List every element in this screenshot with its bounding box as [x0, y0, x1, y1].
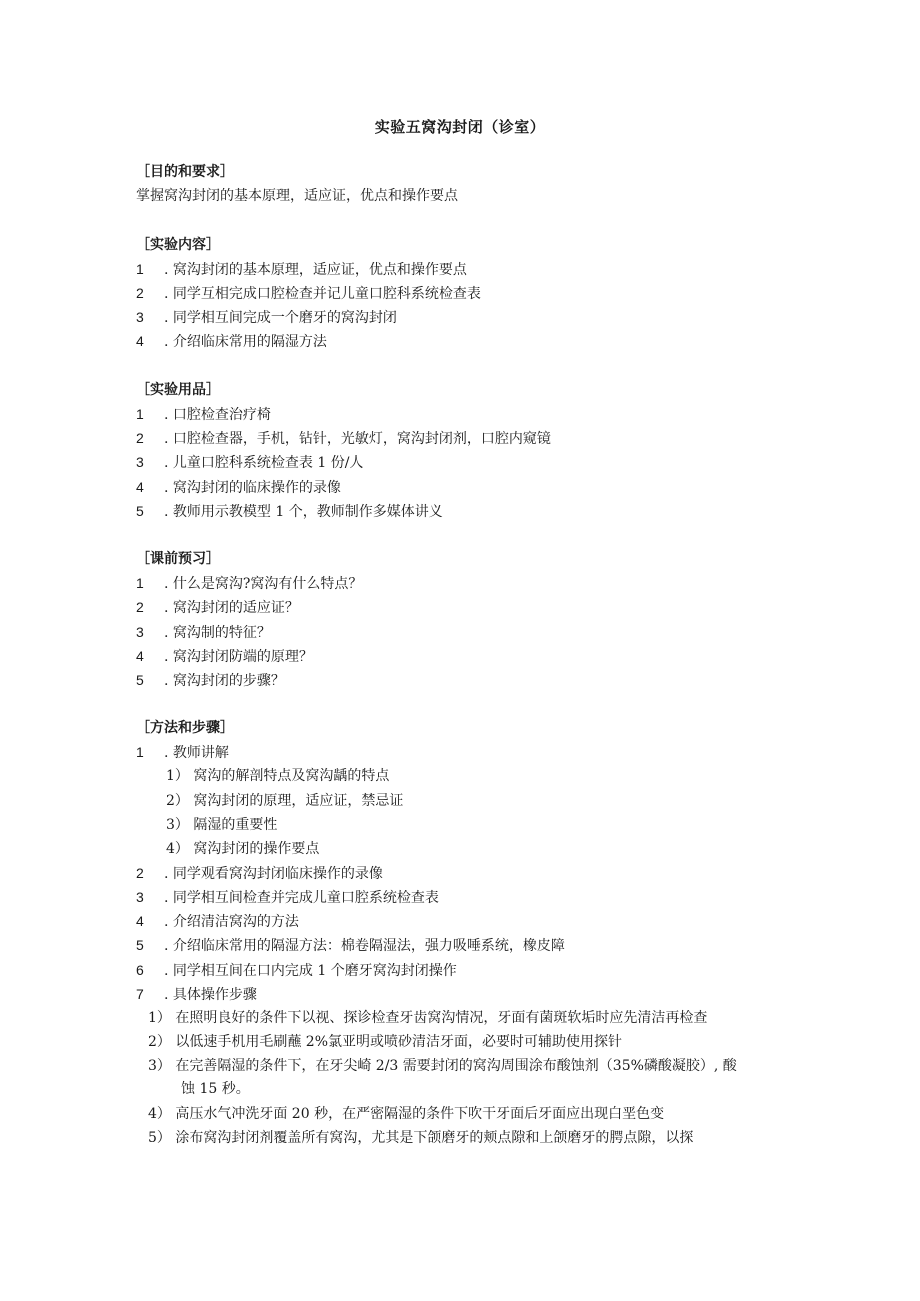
list-number: 7: [136, 986, 144, 1002]
list-text: . 具体操作步骤: [164, 987, 257, 1003]
sub-list-item: 4） 窝沟封闭的操作要点: [166, 841, 320, 857]
list-item: [136, 623, 271, 642]
list-item: [136, 598, 299, 617]
list-number: 2: [136, 599, 144, 615]
list-text: . 同学观看窝沟封闭临床操作的录像: [164, 866, 383, 882]
sub-list-item: 1） 窝沟的解剖特点及窝沟龋的特点: [166, 768, 390, 784]
sub-list-item: 3） 隔湿的重要性: [166, 817, 278, 833]
list-item: [136, 936, 565, 955]
list-text: . 同学相互间完成一个磨牙的窝沟封闭: [164, 310, 397, 326]
step-item: 2） 以低速手机用毛刷蘸 2%氯亚明或喷砂清洁牙面，必要时可辅助使用探针: [148, 1034, 623, 1050]
list-item: [136, 478, 341, 497]
list-item: [136, 671, 285, 690]
list-number: 1: [136, 406, 144, 422]
list-number: 4: [136, 333, 144, 349]
list-number: 4: [136, 479, 144, 495]
list-text: . 介绍临床常用的隔湿方法：棉卷隔湿法，强力吸唾系统，橡皮障: [164, 938, 565, 954]
page-title: 实验五窝沟封闭（诊室）: [374, 118, 546, 136]
list-text: . 介绍临床常用的隔湿方法: [164, 334, 327, 350]
list-item: [136, 985, 257, 1004]
section-heading-materials: ［实验用品］: [136, 382, 220, 398]
list-item: [136, 647, 313, 666]
list-number: 1: [136, 575, 144, 591]
list-item: [136, 574, 362, 593]
list-number: 3: [136, 624, 144, 640]
list-item: [136, 961, 457, 980]
step-continuation: 蚀 15 秒。: [181, 1081, 250, 1097]
list-text: . 教师用示教模型 1 个，教师制作多媒体讲义: [164, 504, 443, 520]
section-heading-content: ［实验内容］: [136, 237, 220, 253]
section-heading-objectives: ［目的和要求］: [136, 164, 234, 180]
list-text: . 介绍清洁窝沟的方法: [164, 914, 299, 930]
list-text: . 儿童口腔科系统检查表 1 份/人: [164, 455, 364, 471]
list-number: 2: [136, 865, 144, 881]
list-item: [136, 284, 481, 303]
list-item: [136, 405, 271, 424]
list-text: . 口腔检查器，手机，钻针，光敏灯，窝沟封闭剂，口腔内窥镜: [164, 431, 551, 447]
step-item: 3） 在完善隔湿的条件下，在牙尖崎 2/3 需要封闭的窝沟周围涂布酸蚀剂（35%磷酸凝胶）, 酸: [148, 1058, 737, 1074]
list-item: [136, 308, 397, 327]
list-text: . 同学互相完成口腔检查并记儿童口腔科系统检查表: [164, 286, 481, 302]
section-heading-preview: ［课前预习］: [136, 551, 220, 567]
list-item: [136, 502, 443, 521]
sub-list-item: 2） 窝沟封闭的原理，适应证，禁忌证: [166, 793, 404, 809]
list-number: 2: [136, 285, 144, 301]
list-number: 3: [136, 309, 144, 325]
list-number: 5: [136, 672, 144, 688]
list-text: . 窝沟封闭防端的原理？: [164, 649, 313, 665]
list-item: [136, 260, 467, 279]
list-number: 5: [136, 937, 144, 953]
list-text: . 窝沟封闭的临床操作的录像: [164, 480, 341, 496]
list-number: 4: [136, 648, 144, 664]
list-text: . 同学相互间检查并完成儿童口腔系统检查表: [164, 890, 439, 906]
list-text: . 什么是窝沟?窝沟有什么特点？: [164, 576, 363, 592]
list-number: 3: [136, 889, 144, 905]
list-text: . 窝沟封闭的适应证？: [164, 600, 299, 616]
list-number: 1: [136, 744, 144, 760]
step-item: 4） 高压水气冲洗牙面 20 秒，在严密隔湿的条件下吹干牙面后牙面应出现白垩色变: [148, 1106, 665, 1122]
list-item: [136, 332, 327, 351]
list-text: . 口腔检查治疗椅: [164, 407, 271, 423]
list-text: . 教师讲解: [164, 745, 229, 761]
objectives-text: 掌握窝沟封闭的基本原理，适应证，优点和操作要点: [136, 188, 458, 204]
list-text: . 窝沟封闭的基本原理，适应证，优点和操作要点: [164, 262, 467, 278]
list-item: [136, 743, 229, 762]
list-item: [136, 453, 363, 472]
list-number: 3: [136, 454, 144, 470]
list-item: [136, 864, 383, 883]
step-item: 5） 涂布窝沟封闭剂覆盖所有窝沟，尤其是下颌磨牙的颊点隙和上颌磨牙的腭点隙，以探: [148, 1130, 694, 1146]
step-item: 1） 在照明良好的条件下以视、探诊检查牙齿窝沟情况，牙面有菌斑软垢时应先清洁再检查: [148, 1010, 708, 1026]
list-number: 2: [136, 430, 144, 446]
section-heading-methods: ［方法和步骤］: [136, 720, 234, 736]
list-item: [136, 429, 551, 448]
list-item: [136, 912, 299, 931]
list-item: [136, 888, 439, 907]
list-number: 5: [136, 503, 144, 519]
list-text: . 窝沟封闭的步骤？: [164, 673, 285, 689]
list-text: . 同学相互间在口内完成 1 个磨牙窝沟封闭操作: [164, 963, 457, 979]
list-number: 1: [136, 261, 144, 277]
list-number: 6: [136, 962, 144, 978]
list-text: . 窝沟制的特征？: [164, 625, 271, 641]
list-number: 4: [136, 913, 144, 929]
